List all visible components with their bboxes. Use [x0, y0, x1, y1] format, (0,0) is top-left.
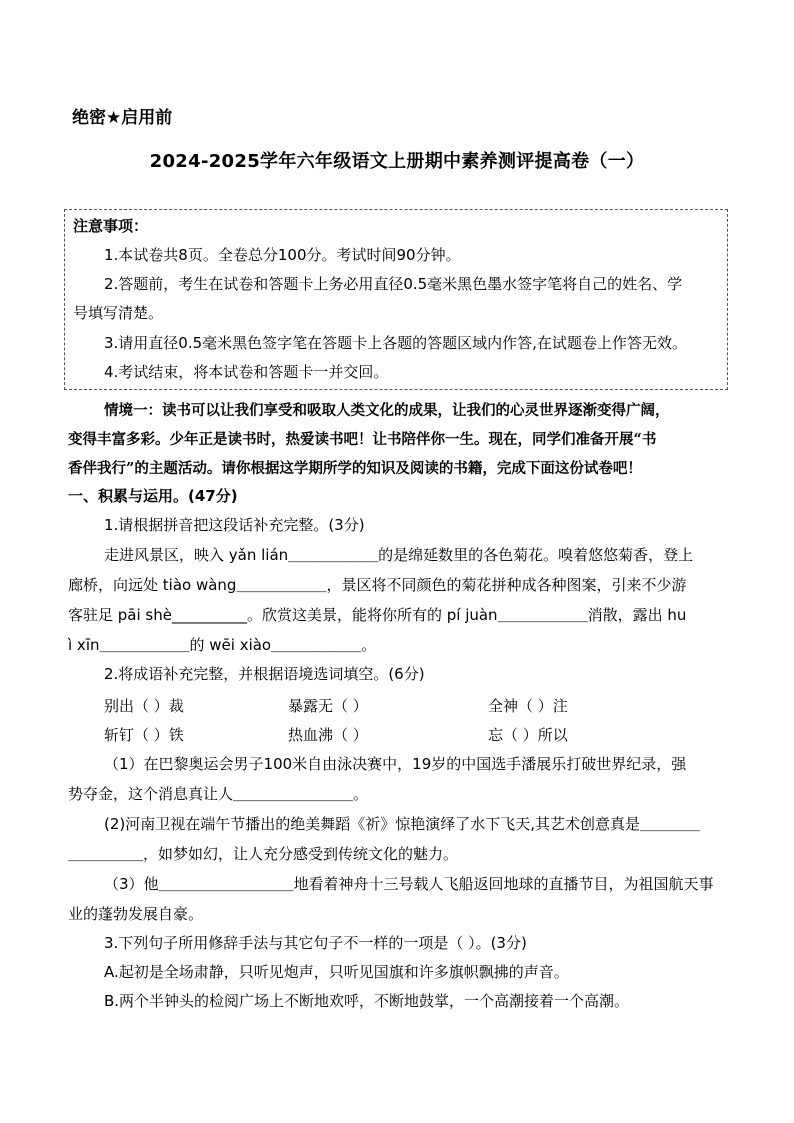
- choice-option: A.起初是全场肃静，只听见炮声，只听见国旗和许多旗帜飘拂的声音。: [104, 963, 569, 981]
- scenario-line: 情境一：读书可以让我们享受和吸取人类文化的成果，让我们的心灵世界逐渐变得广阔，: [104, 402, 670, 419]
- q2-sub-line: （1）在巴黎奥运会男子100米自由泳决赛中，19岁的中国选手潘展乐打破世界纪录，强: [104, 755, 687, 773]
- q1-line: 走进风景区，映入 yǎn lián＿＿＿＿＿＿的是绵延数里的各色菊花。嗅着悠悠菊香，登上: [104, 546, 694, 564]
- q1-line: ì xīn＿＿＿＿＿＿的 wēi xiào＿＿＿＿＿＿。: [68, 636, 377, 654]
- q2-sub-line: 势夺金，这个消息真让人＿＿＿＿＿＿＿＿。: [68, 785, 369, 803]
- q2-sub-line: 业的蓬勃发展自豪。: [68, 905, 204, 923]
- question-stem: 3.下列句子所用修辞手法与其它句子不一样的一项是（ ）。(3分): [104, 934, 527, 952]
- exam-title: 2024-2025学年六年级语文上册期中素养测评提高卷（一）: [149, 151, 645, 172]
- idiom-item: 全神（ ）注: [488, 697, 568, 715]
- idiom-item: 热血沸（ ）: [288, 726, 368, 744]
- section-heading: 一、积累与运用。(47分): [68, 487, 238, 505]
- question-stem: 2.将成语补充完整，并根据语境选词填空。(6分): [104, 665, 425, 683]
- q2-sub-line: ＿＿＿＿＿，如梦如幻，让人充分感受到传统文化的魅力。: [68, 845, 459, 863]
- notice-heading: 注意事项：: [73, 217, 149, 235]
- notice-item: 3.请用直径0.5毫米黑色签字笔在答题卡上各题的答题区域内作答,在试题卷上作答无效。: [104, 334, 687, 352]
- idiom-item: 斩钉（ ）铁: [104, 726, 184, 744]
- notice-item: 号填写清楚。: [73, 304, 164, 322]
- notice-item: 1.本试卷共8页。全卷总分100分。考试时间90分钟。: [104, 246, 461, 264]
- q1-line: 客驻足 pāi shè__________。欣赏这美景，能将你所有的 pí juàn＿＿＿＿＿＿消散，露出 hu: [68, 606, 687, 624]
- idiom-item: 暴露无（ ）: [288, 697, 368, 715]
- q1-line: 廊桥，向远处 tiào wàng＿＿＿＿＿＿，景区将不同颜色的菊花拼种成各种图案，引来不少游: [68, 576, 687, 594]
- q2-sub-line: （3）他＿＿＿＿＿＿＿＿＿地看着神舟十三号载人飞船返回地球的直播节目，为祖国航天事: [104, 875, 714, 893]
- scenario-line: 香伴我行”的主题活动。请你根据这学期所学的知识及阅读的书籍，完成下面这份试卷吧！: [68, 460, 642, 477]
- question-stem: 1.请根据拼音把这段话补充完整。(3分): [104, 516, 365, 534]
- choice-option: B.两个半钟头的检阅广场上不断地欢呼，不断地鼓掌，一个高潮接着一个高潮。: [104, 992, 630, 1010]
- q2-sub-line: (2)河南卫视在端午节播出的绝美舞蹈《祈》惊艳演绎了水下飞天,其艺术创意真是＿＿＿＿: [104, 815, 701, 833]
- idiom-item: 忘（ ）所以: [488, 726, 568, 744]
- notice-item: 2.答题前，考生在试卷和答题卡上务必用直径0.5毫米黑色墨水签字笔将自己的姓名、学: [104, 275, 683, 293]
- notice-item: 4.考试结束，将本试卷和答题卡一并交回。: [104, 363, 389, 381]
- secret-label: 绝密★启用前: [72, 108, 173, 128]
- scenario-line: 变得丰富多彩。少年正是读书时，热爱读书吧！让书陪伴你一生。现在，同学们准备开展“书: [68, 431, 657, 448]
- idiom-item: 别出（ ）裁: [104, 697, 184, 715]
